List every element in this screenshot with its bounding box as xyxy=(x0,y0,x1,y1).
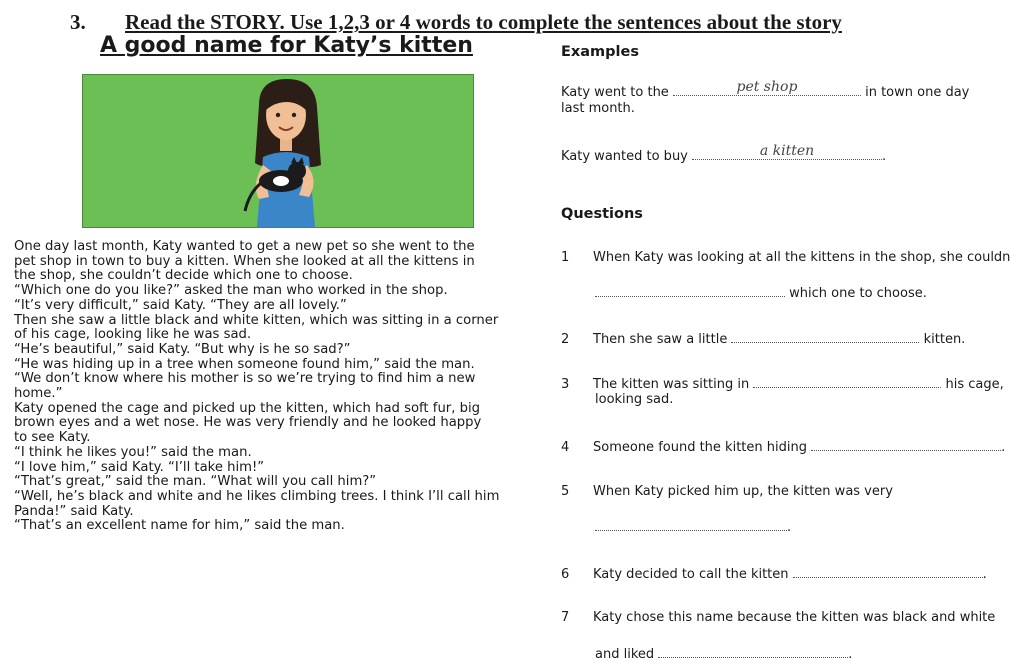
question-2-before: Then she saw a little xyxy=(593,332,728,347)
story-line: Panda!” said Katy. xyxy=(14,503,134,519)
question-1 xyxy=(561,250,1010,265)
task-number: 3. xyxy=(70,10,86,34)
story-line: to see Katy. xyxy=(14,430,91,446)
question-3-before: The kitten was sitting in xyxy=(593,377,750,392)
question-1-blank[interactable] xyxy=(595,284,785,297)
question-1-line2-text: which one to choose. xyxy=(789,286,927,301)
question-3-number: 3 xyxy=(561,377,570,392)
question-2-number: 2 xyxy=(561,332,570,347)
question-6 xyxy=(561,565,987,582)
example-1-blank xyxy=(673,79,861,96)
story-line: One day last month, Katy wanted to get a new pet so she went to the xyxy=(14,239,475,254)
story-line: “Which one do you like?” asked the man who worked in the shop. xyxy=(14,283,448,299)
example-1-before: Katy went to the xyxy=(561,85,669,100)
story-line: “That’s an excellent name for him,” said the man. xyxy=(14,518,345,534)
question-6-text: Katy decided to call the kitten xyxy=(593,567,789,582)
story-title: A good name for Katy’s kitten xyxy=(100,33,473,58)
example-1-line2: last month. xyxy=(561,101,635,116)
example-2-answer: a kitten xyxy=(759,143,815,159)
question-5-after: . xyxy=(787,520,792,535)
story-line: “He was hiding up in a tree when someone found him,” said the man. xyxy=(14,356,475,372)
story-line: Then she saw a little black and white kitten, which was sitting in a corner xyxy=(14,312,499,328)
question-4 xyxy=(561,438,1005,455)
question-5-number: 5 xyxy=(561,484,570,499)
question-5-line2 xyxy=(595,518,791,535)
question-7-line2-text: and liked xyxy=(595,647,655,662)
example-2-before: Katy wanted to buy xyxy=(561,149,688,164)
story-line: “Well, he’s black and white and he likes climbing trees. I think I’ll call him xyxy=(14,488,500,504)
question-5-text: When Katy picked him up, the kitten was very xyxy=(593,484,893,499)
task-header xyxy=(70,10,1020,35)
question-3-blank[interactable] xyxy=(753,375,941,388)
example-2-blank xyxy=(692,143,882,160)
question-7 xyxy=(561,610,995,625)
question-4-after: . xyxy=(1001,440,1006,455)
question-2 xyxy=(561,330,965,347)
example-2 xyxy=(561,143,887,164)
story-line: brown eyes and a wet nose. He was very friendly and he looked happy xyxy=(14,415,482,431)
story-line: “I think he likes you!” said the man. xyxy=(14,444,252,460)
question-4-number: 4 xyxy=(561,440,570,455)
story-line: home.” xyxy=(14,386,63,402)
question-7-line2 xyxy=(595,645,852,662)
question-7-text: Katy chose this name because the kitten was black and white xyxy=(593,610,996,625)
story-line: Katy opened the cage and picked up the kitten, which had soft fur, big xyxy=(14,400,481,416)
story-line: “It’s very difficult,” said Katy. “They are all lovely.” xyxy=(14,297,347,313)
examples-label: Examples xyxy=(561,44,639,60)
question-1-line2 xyxy=(595,284,927,301)
example-1 xyxy=(561,79,970,100)
question-2-after: kitten. xyxy=(923,332,966,347)
story-text xyxy=(14,240,539,534)
question-1-text: When Katy was looking at all the kittens in the shop, she couldn xyxy=(593,250,1011,265)
story-line: “He’s beautiful,” said Katy. “But why is he so sad?” xyxy=(14,341,351,357)
example-2-after: . xyxy=(882,149,887,164)
example-1-after: in town one day xyxy=(865,85,970,100)
story-line: pet shop in town to buy a kitten. When she looked at all the kittens in xyxy=(14,253,475,269)
question-5 xyxy=(561,484,893,499)
question-1-number: 1 xyxy=(561,250,570,265)
question-4-text: Someone found the kitten hiding xyxy=(593,440,807,455)
question-6-blank[interactable] xyxy=(793,565,983,578)
girl-with-kitten-illustration xyxy=(83,75,473,227)
question-6-after: . xyxy=(982,567,987,582)
question-5-blank[interactable] xyxy=(595,518,787,531)
story-line: “That’s great,” said the man. “What will you call him?” xyxy=(14,474,377,490)
question-3 xyxy=(561,375,1004,392)
task-instruction: Read the STORY. Use 1,2,3 or 4 words to complete the sentences about the story xyxy=(125,10,842,34)
question-7-after: . xyxy=(848,647,853,662)
question-3-after: his cage, xyxy=(945,377,1004,392)
question-7-number: 7 xyxy=(561,610,570,625)
question-7-blank[interactable] xyxy=(658,645,848,658)
story-line: “We don’t know where his mother is so we’re trying to find him a new xyxy=(14,371,476,387)
question-4-blank[interactable] xyxy=(811,438,1001,451)
story-line: the shop, she couldn’t decide which one to choose. xyxy=(14,268,353,284)
story-illustration xyxy=(82,74,474,228)
question-6-number: 6 xyxy=(561,567,570,582)
story-line: of his cage, looking like he was sad. xyxy=(14,327,252,343)
question-2-blank[interactable] xyxy=(731,330,919,343)
story-line: “I love him,” said Katy. “I’ll take him!” xyxy=(14,459,265,475)
questions-label: Questions xyxy=(561,206,643,222)
question-3-line2: looking sad. xyxy=(595,392,674,407)
example-1-answer: pet shop xyxy=(736,79,798,95)
